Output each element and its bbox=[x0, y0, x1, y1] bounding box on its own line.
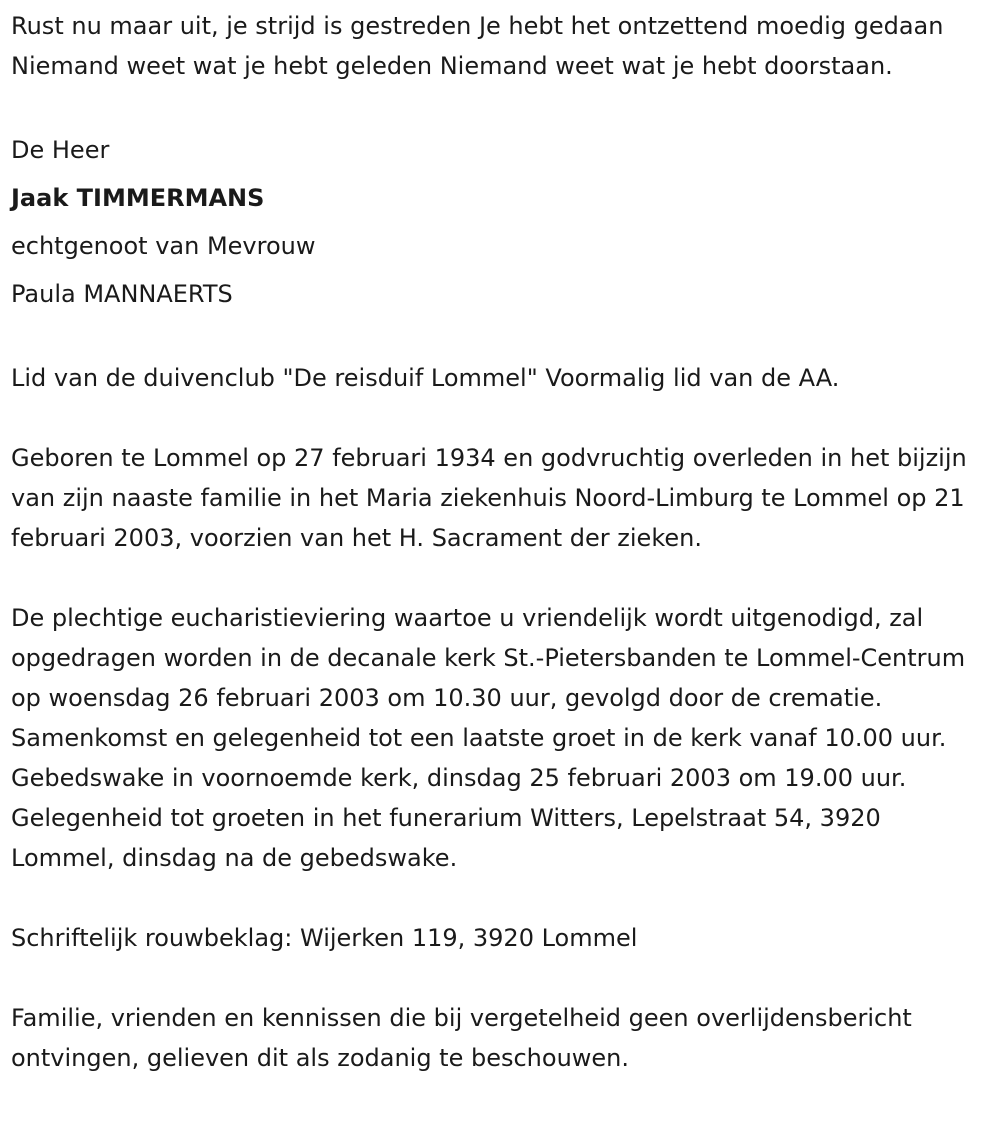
intro-verse: Rust nu maar uit, je strijd is gestreden Je hebt het ontzettend moedig gedaan Niemand weet wat je hebt geleden Niemand weet wat je hebt doorstaan. bbox=[11, 12, 944, 80]
spacer bbox=[11, 958, 986, 998]
honorific: De Heer bbox=[11, 136, 110, 164]
spouse-name: Paula MANNAERTS bbox=[11, 280, 233, 308]
deceased-name: Jaak TIMMERMANS bbox=[11, 184, 265, 212]
spouse-label: echtgenoot van Mevrouw bbox=[11, 232, 316, 260]
spacer bbox=[11, 318, 986, 358]
spacer bbox=[11, 398, 986, 438]
condolence-address: Schriftelijk rouwbeklag: Wijerken 119, 3920 Lommel bbox=[11, 924, 638, 952]
closing-text: Familie, vrienden en kennissen die bij vergetelheid geen overlijdensbericht ontvingen, gelieven dit als zodanig te beschouwen. bbox=[11, 1004, 912, 1072]
ceremony-text: De plechtige eucharistieviering waartoe u vriendelijk wordt uitgenodigd, zal opgedragen worden in de decanale kerk St.-Pietersbanden te Lommel-Centrum op woensdag 26 februari 2003 om 10.30 uur, gevolgd door de crematie. Samenkomst en gelegenheid tot een laatste groet in de kerk vanaf 10.00 uur. Gebedswake in voornoemde kerk, dinsdag 25 februari 2003 om 19.00 uur. Gelegenheid tot groeten in het funerarium Witters, Lepelstraat 54, 3920 Lommel, dinsdag na de gebedswake. bbox=[11, 604, 966, 872]
obituary-notice bbox=[11, 6, 986, 1078]
spacer bbox=[11, 878, 986, 918]
membership-text: Lid van de duivenclub "De reisduif Lommel" Voormalig lid van de AA. bbox=[11, 364, 840, 392]
spacer bbox=[11, 558, 986, 598]
birth-death-text: Geboren te Lommel op 27 februari 1934 en godvruchtig overleden in het bijzijn van zijn naaste familie in het Maria ziekenhuis Noord-Limburg te Lommel op 21 februari 2003, voorzien van het H. Sacrament der zieken. bbox=[11, 444, 967, 552]
spacer bbox=[11, 86, 986, 126]
